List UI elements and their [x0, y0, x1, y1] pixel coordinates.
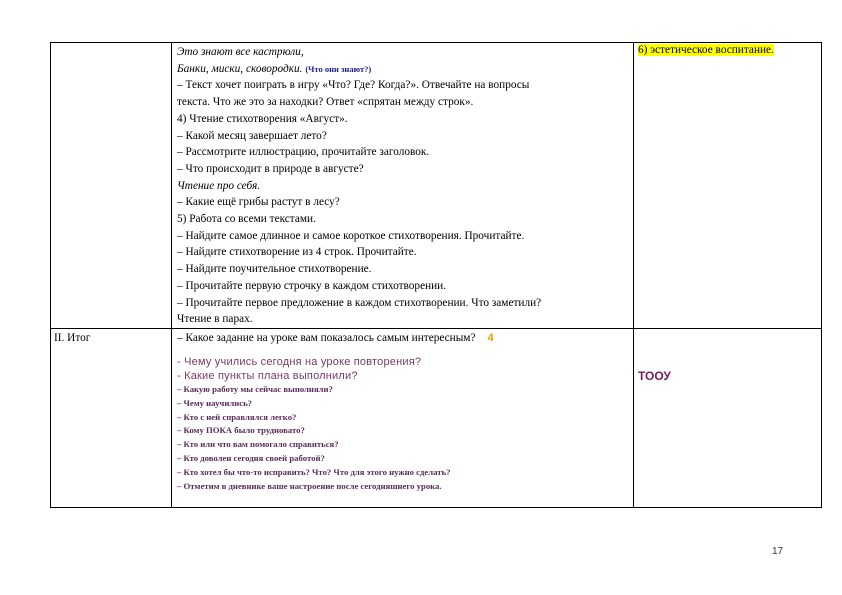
content-line-9: Чтение про себя. [177, 179, 261, 192]
reflection-question-5: – Кто или что вам помогало справиться? [177, 439, 339, 450]
content-line-10: – Какие ещё грибы растут в лесу? [177, 196, 340, 209]
content-line-4: текста. Что же это за находки? Ответ «спрятан между строк». [177, 96, 474, 109]
content-line-8: – Что происходит в природе в августе? [177, 162, 364, 175]
reflection-question-1: – Какую работу мы сейчас выполняли? [177, 384, 333, 394]
lesson-table [50, 42, 822, 508]
page-number: 17 [772, 546, 784, 557]
content-line-15: – Прочитайте первую строчку в каждом стихотворении. [177, 279, 447, 292]
content-line-13: – Найдите стихотворение из 4 строк. Прочитайте. [177, 246, 417, 259]
reflection-question-8: – Отметим в дневнике ваше настроение после сегодняшнего урока. [177, 480, 442, 491]
content-line-11: 5) Работа со всеми текстами. [177, 213, 316, 226]
content-line-16: – Прочитайте первое предложение в каждом стихотворении. Что заметили? [177, 296, 542, 309]
table-border-bottom [50, 507, 822, 508]
content-line-5: 4) Чтение стихотворения «Август». [177, 112, 348, 125]
reflection-question-4: – Кому ПОКА было трудновато? [177, 425, 305, 436]
poem-line-2: Банки, миски, сковородки. [177, 62, 303, 75]
table-border-right [821, 42, 822, 508]
column-divider-2 [633, 42, 634, 508]
reflection-question-3: – Кто с ней справлялся легко? [177, 411, 297, 422]
row1-content [177, 44, 632, 328]
reflection-question-7: – Кто хотел бы что-то исправить? Что? Что для этого нужно сделать? [177, 466, 451, 477]
row2-content [177, 332, 632, 493]
column-divider-1 [171, 42, 172, 508]
stage-label: II. Итог [54, 332, 91, 344]
row1-goal [638, 44, 774, 56]
row-divider [50, 328, 822, 329]
inline-note: (Что они знают?) [305, 63, 372, 74]
content-line-3: – Текст хочет поиграть в игру «Что? Где? Когда?». Отвечайте на вопросы [177, 79, 530, 92]
summary-question: – Какое задание на уроке вам показалось самым интересным? [177, 332, 476, 344]
table-border-top [50, 42, 822, 43]
content-line-14: – Найдите поучительное стихотворение. [177, 263, 372, 276]
summary-question-wrap [177, 332, 632, 344]
content-line-17: Чтение в парах. [177, 313, 253, 326]
table-border-left [50, 42, 51, 508]
goal-highlight: 6) эстетическое воспитание. [638, 44, 774, 56]
reflection-question-6: – Кто доволен сегодня своей работой? [177, 452, 325, 463]
poem-line-1: Это знают все кастрюли, [177, 46, 304, 58]
content-line-6: – Какой месяц завершает лето? [177, 129, 327, 142]
reflection-question-2: – Чему научились? [177, 397, 253, 408]
content-line-12: – Найдите самое длинное и самое короткое стихотворения. Прочитайте. [177, 229, 525, 242]
sans-question-1: - Чему учились сегодня на уроке повторения? [177, 356, 422, 368]
content-line-7: – Рассмотрите иллюстрацию, прочитайте заголовок. [177, 146, 430, 159]
poem-line-2-wrap [177, 61, 632, 78]
marker-number: 4 [487, 332, 494, 344]
row2-goal: ТООУ [638, 369, 671, 383]
sans-question-2: - Какие пункты плана выполнили? [177, 369, 358, 382]
